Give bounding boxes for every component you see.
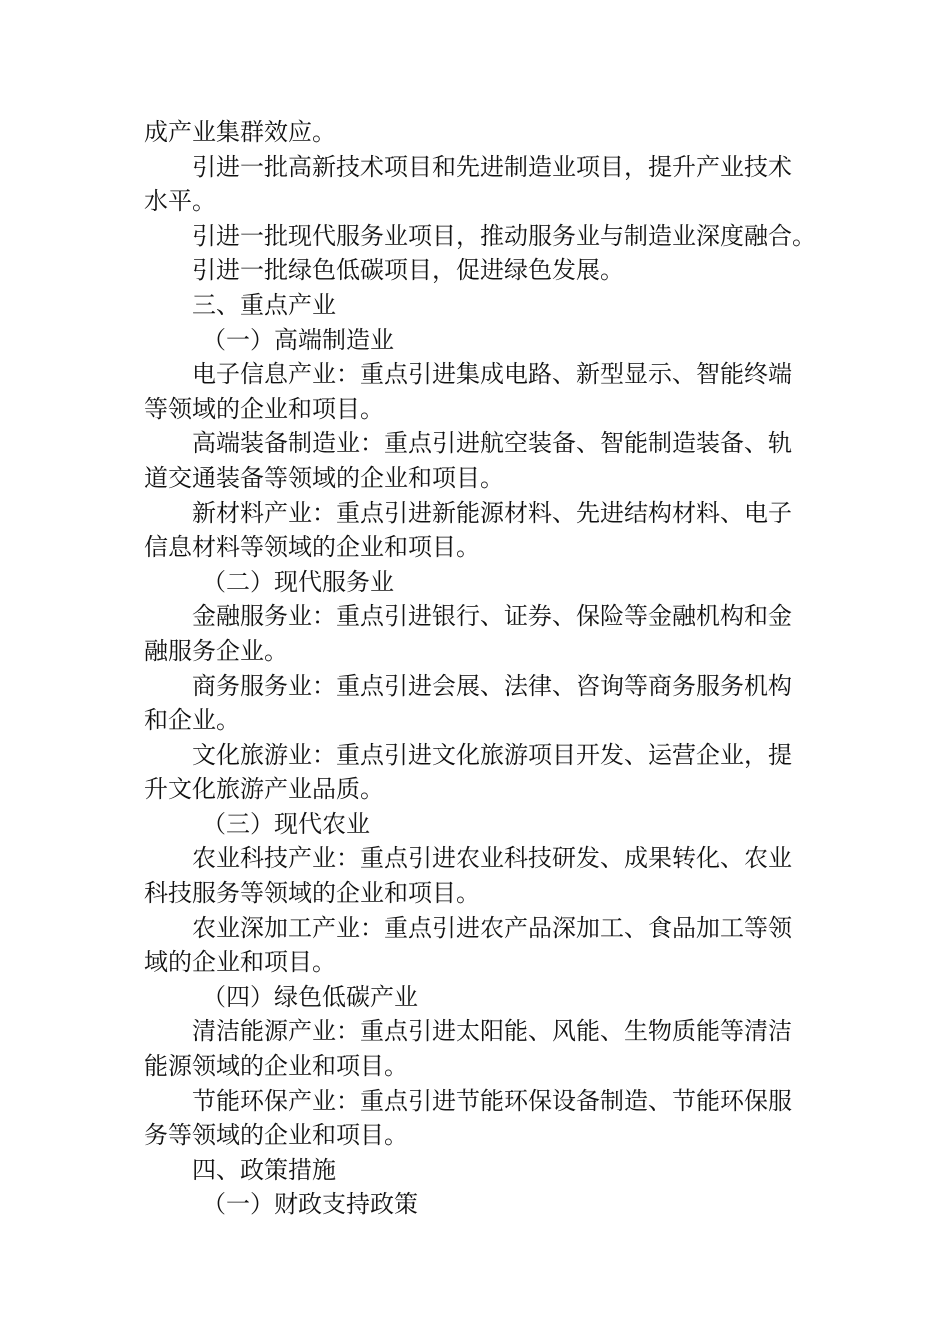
section-heading: 三、重点产业 — [192, 290, 336, 319]
text-line: 升文化旅游产业品质。 — [144, 775, 384, 804]
text-line: 等领域的企业和项目。 — [144, 394, 384, 423]
paragraph-first-line: 农业深加工产业：重点引进农产品深加工、食品加工等领 — [192, 913, 792, 942]
text-line: 科技服务等领域的企业和项目。 — [144, 879, 480, 908]
paragraph-first-line: 电子信息产业：重点引进集成电路、新型显示、智能终端 — [192, 360, 792, 389]
section-heading: 四、政策措施 — [192, 1155, 336, 1184]
text-line: 和企业。 — [144, 706, 240, 735]
paragraph-first-line: 农业科技产业：重点引进农业科技研发、成果转化、农业 — [192, 844, 792, 873]
text-line: 水平。 — [144, 187, 216, 216]
paragraph-first-line: 引进一批绿色低碳项目，促进绿色发展。 — [192, 256, 624, 285]
paragraph-first-line: 清洁能源产业：重点引进太阳能、风能、生物质能等清洁 — [192, 1017, 792, 1046]
paragraph-first-line: 新材料产业：重点引进新能源材料、先进结构材料、电子 — [192, 498, 792, 527]
text-line: 信息材料等领域的企业和项目。 — [144, 533, 480, 562]
paragraph-first-line: 节能环保产业：重点引进节能环保设备制造、节能环保服 — [192, 1086, 792, 1115]
subsection-heading: （二）现代服务业 — [202, 567, 394, 596]
paragraph-first-line: 高端装备制造业：重点引进航空装备、智能制造装备、轨 — [192, 429, 792, 458]
text-line: 能源领域的企业和项目。 — [144, 1052, 408, 1081]
text-line: 成产业集群效应。 — [144, 118, 336, 146]
text-line: 域的企业和项目。 — [144, 948, 336, 977]
paragraph-first-line: 引进一批高新技术项目和先进制造业项目，提升产业技术 — [192, 152, 792, 181]
document-page — [144, 115, 816, 1222]
subsection-heading: （三）现代农业 — [202, 809, 370, 838]
subsection-heading: （一）财政支持政策 — [202, 1190, 418, 1219]
subsection-heading: （一）高端制造业 — [202, 325, 394, 354]
text-line: 融服务企业。 — [144, 636, 288, 665]
paragraph-first-line: 商务服务业：重点引进会展、法律、咨询等商务服务机构 — [192, 671, 792, 700]
paragraph-first-line: 金融服务业：重点引进银行、证券、保险等金融机构和金 — [192, 602, 792, 631]
text-line: 务等领域的企业和项目。 — [144, 1121, 408, 1150]
paragraph-first-line: 文化旅游业：重点引进文化旅游项目开发、运营企业，提 — [192, 740, 792, 769]
subsection-heading: （四）绿色低碳产业 — [202, 982, 418, 1011]
paragraph-first-line: 引进一批现代服务业项目，推动服务业与制造业深度融合。 — [192, 221, 816, 250]
text-line: 道交通装备等领域的企业和项目。 — [144, 463, 504, 492]
